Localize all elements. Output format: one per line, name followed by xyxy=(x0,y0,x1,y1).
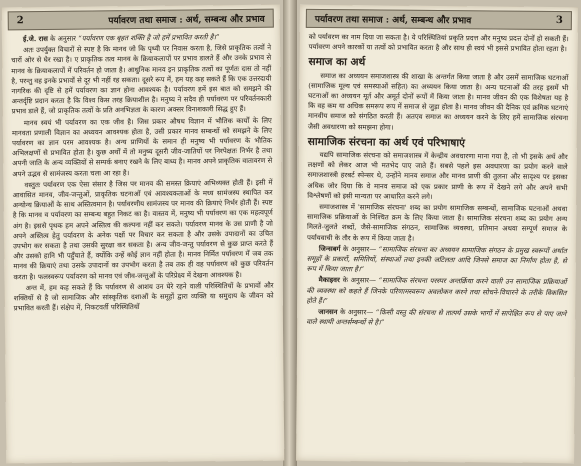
paragraph: अतः उपर्युक्त विचारों से स्पष्ट है कि मानव जो कि पृथ्वी पर निवास करता है, जिसे प्राकृतिक तत्वों ने चारों ओर से घेर रखा है। ए प्राकृतिक तत्व मानव के क्रियाकलापों पर प्रभाव डालते हैं और उनके प्रभाव से मानव के क्रियाकलापों में परिवर्तन हो जाता है। आधुनिक मानव इन प्राकृतिक तत्वों का पूर्णतः दास तो नहीं है, परन्तु वह इनके प्रभावों से दूर भी नहीं रह सकता। दूसरे रूप में, हम यह कह सकते हैं कि एक उत्तरदायी नागरिक की दृष्टि से हमें पर्यावरण का ज्ञान होना आवश्यक है। पर्यावरण हमें इस बात को समझने की अन्तर्दृष्टि प्रदान करता है कि विश्व किस तरह क्रियाशील है। मनुष्य ने सदैव ही पर्यावरण पर परिवर्तनकारी प्रभाव डाले हैं, जो प्राकृतिक तत्वों के प्रति अनभिज्ञता के कारण अक्सर विनाशकारी सिद्ध हुए हैं। xyxy=(11,43,272,116)
definition-quote xyxy=(307,244,567,277)
section-heading: समाज का अर्थ xyxy=(308,56,366,69)
paragraph: समाजशास्त्र में 'सामाजिक संरचना' शब्द का प्रयोग सामाजिक सम्बन्धों, सामाजिक घटनाओं अथवा सामाजिक प्रक्रियाओं के निश्चित क्रम के लिए किया जाता है। सामाजिक संरचना शब्द का प्रयोग अन्य मिलते-जुलते शब्दों, जैसे-सामाजिक संगठन, सामाजिक व्यवस्था, प्रतिमान अथवा सम्पूर्ण समाज के पर्यायवाची के तौर के रूप में किया जाता है। xyxy=(306,203,568,243)
quote-lead: के अनुसार— xyxy=(340,308,374,317)
book-gutter xyxy=(283,0,297,466)
left-page-number: 2 xyxy=(16,15,24,27)
paragraph: समाज का अध्ययन समाजशास्त्र की शाखा के अन्तर्गत किया जाता है और उसमें सामाजिक घटनाओं (सामाजिक मूल्य एवं समस्याओं सहित) का अध्ययन किया जाता है। अन्य घटनाओं की तरह इसमें भी घटनाओं का अध्ययन मूर्त और अमूर्त दोनों रूपों में किया जाता है। मानव जीवन की एक विशेषता यह है कि वह कम या अधिक समरूप रूप में समाज से जुड़ा होता है। मानव जीवन की दैनिक एवं क्रमिक घटनाएं मानवीय समाज को संगठित करती हैं। अतएव समाज का अध्ययन करने के लिए हमें सामाजिक संरचना जैसी अवधारणा को समझना होगा। xyxy=(307,71,569,132)
quote-text: “पर्यावरण एक बृहत शक्ति है जो हमें प्रभावित करती है।” xyxy=(78,33,220,43)
continued-paragraph: को पर्यावरण का नाम दिया जा सकता है। ये परिस्थितियां प्रकृति प्रदत्त और मनुष्य प्रदत्त दोनों हो सकती हैं। पर्यावरण अपने कारकों या तत्वों को प्रभावित करता है और साथ ही स्वयं भी इससे प्रभावित होता रहता है। xyxy=(308,32,569,54)
left-page-content xyxy=(2,28,283,314)
right-page-running-title: पर्यावरण तथा समाज : अर्थ, सम्बन्ध और प्रभाव xyxy=(314,14,472,27)
quote-text: “किसी वस्तु की संरचना से तात्पर्य उसके भागों में सापेक्षित रूप से पाए जाने वाले स्थायी अन्तर्सम्बन्धों से है।” xyxy=(306,308,567,327)
paragraph: यद्यपि सामाजिक संरचना को समाजशास्त्र में केन्द्रीय अवधारणा माना गया है, तो भी इसके अर्थ और लक्षणों को लेकर आज भी मतभेद पाए जाते हैं। सबसे पहले इस अवधारणा का प्रयोग करने वाले समाजशास्त्री हरबर्ट स्पेन्सर थे, उन्होंने मानव समाज और मानव प्राणी की तुलना और सादृश्य पर इसका अधिक जोर दिया कि वे मानव समाज को एक प्रकार प्राणी के रूप में देखने लगे और अपने सभी विश्लेषणों को इसी मान्यता पर आधारित करने लगे। xyxy=(307,151,568,201)
quote-author: जानसन xyxy=(318,308,338,317)
right-page-header xyxy=(306,9,572,30)
section-heading: सामाजिक संरचना का अर्थ एवं परिभाषाएं xyxy=(307,135,465,150)
quote-lead: के अनुसार— xyxy=(342,245,377,254)
right-page-content xyxy=(297,28,578,330)
left-page-running-title: पर्यावरण तथा समाज : अर्थ, सम्बन्ध और प्रभाव xyxy=(108,14,265,27)
definition-quote xyxy=(306,307,566,330)
quote-text: “सामाजिक संरचना का अध्ययन सामाजिक संगठन के प्रमुख स्वरूपों अर्थात समूहों के प्रकारों, समितियों, संस्थाओं तथा इनकी जटिलता आदि जिनसे समाज का निर्माण होता है, से रूप में किया जाता है।” xyxy=(306,245,567,274)
left-page xyxy=(2,5,285,464)
definition-quote xyxy=(306,275,566,308)
quote-author: मैकाइवर xyxy=(318,276,340,285)
quote-author: जिन्सबर्ग xyxy=(318,244,341,254)
quote-lead: के अनुसार— xyxy=(342,276,376,285)
quote-author: ई.जे. रास xyxy=(22,34,48,44)
quote-text: “सामाजिक संरचना परस्पर अन्तर्क्रिया करने वाली उन सामाजिक प्रक्रियाओं की व्यवस्था को कहते हैं जिनके परिणामस्वरूप अवलोकन करने तथा सोचने-विचारने के तरीके विकसित होते हैं।” xyxy=(306,276,567,305)
right-page xyxy=(296,5,578,463)
right-page-number: 3 xyxy=(555,15,563,27)
paragraph: अन्त में, हम कह सकते हैं कि पर्यावरण से आशय उन घेरे रहने वाली परिस्थितियों के प्रभावों और शक्तियों से है जो सामाजिक और सांस्कृतिक दशाओं के समूहों द्वारा व्यक्ति या समुदाय के जीवन को प्रभावित करती हैं। संक्षेप में, निकटवर्ती परिस्थितियों xyxy=(13,281,274,313)
quote-lead: के अनुसार xyxy=(50,34,77,43)
paragraph: वस्तुतः पर्यावरण एक ऐसा संसार है जिस पर मानव की समस्त क्रियाएं अभिव्यक्त होती हैं। इसी में आवासित मानव, जीव-जन्तुओं, प्राकृतिक घटनाओं एवं आवश्यकताओं के मध्य सामंजस्य स्थापित कर अन्योन्य क्रियाओं के साथ अस्तित्वमान है। पर्यावरणीय सामंजस्य पर मानव की क्रियाएं निर्भर होती हैं। स्पष्ट है कि मानव व पर्यावरण का सम्बन्ध बहुत निकट का है। वास्तव में, मनुष्य भी पर्यावरण का एक महत्वपूर्ण अंग है। इससे पृथक हम अपने अस्तित्व की कल्पना नहीं कर सकते। पर्यावरण मानव के उस प्राणी है जो अपने अस्तित्व हेतु पर्यावरण के अनेक पक्षों पर विचार कर सकता है और उसके उपादानों का उचित उपभोग कर सकता है तथा उसकी सुरक्षा कर सकता है। अन्य जीव-जन्तु पर्यावरण से कुछ प्राप्त करते हैं और उसको हानि भी पहुँचाते हैं, क्योंकि उन्हें कोई ज्ञान नहीं होता है। मानव निर्मित पर्यावरण में जब तक मानव की क्रियाएं तथा उसके उपादानों का उपभोग करता है तब तक ही वह पर्यावरण को कुछ परिवर्तन करता है। फलस्वरूप पर्यावरण को मानव एवं जीव-जन्तुओं के परिप्रेक्ष्य में देखना आवश्यक है। xyxy=(12,178,274,282)
paragraph: मानव स्वयं भी पर्यावरण का एक जीव है। जिस प्रकार औषध विज्ञान में भौतिक कार्यों के लिए मानवता प्रणाली विज्ञान का अध्ययन आवश्यक होता है, उसी प्रकार मानव सम्बन्धों को समझने के लिए पर्यावरण का ज्ञान परम आवश्यक है। अन्य प्राणियों के समान ही मनुष्य भी पर्यावरण के भौतिक अभिलक्षणों से प्रभावित होता है। कुछ अर्थों में तो मनुष्य दूसरी जीव-जातियों पर निरपेक्षतः निर्भर है तथा अपनी जाति के अन्य व्यक्तियों से सम्पर्क बनाए रखने के लिए बाध्य है। मानव अपने प्राकृतिक वातावरण से अपने उद्भव से सामंजस्य करता चला आ रहा है। xyxy=(11,116,273,179)
